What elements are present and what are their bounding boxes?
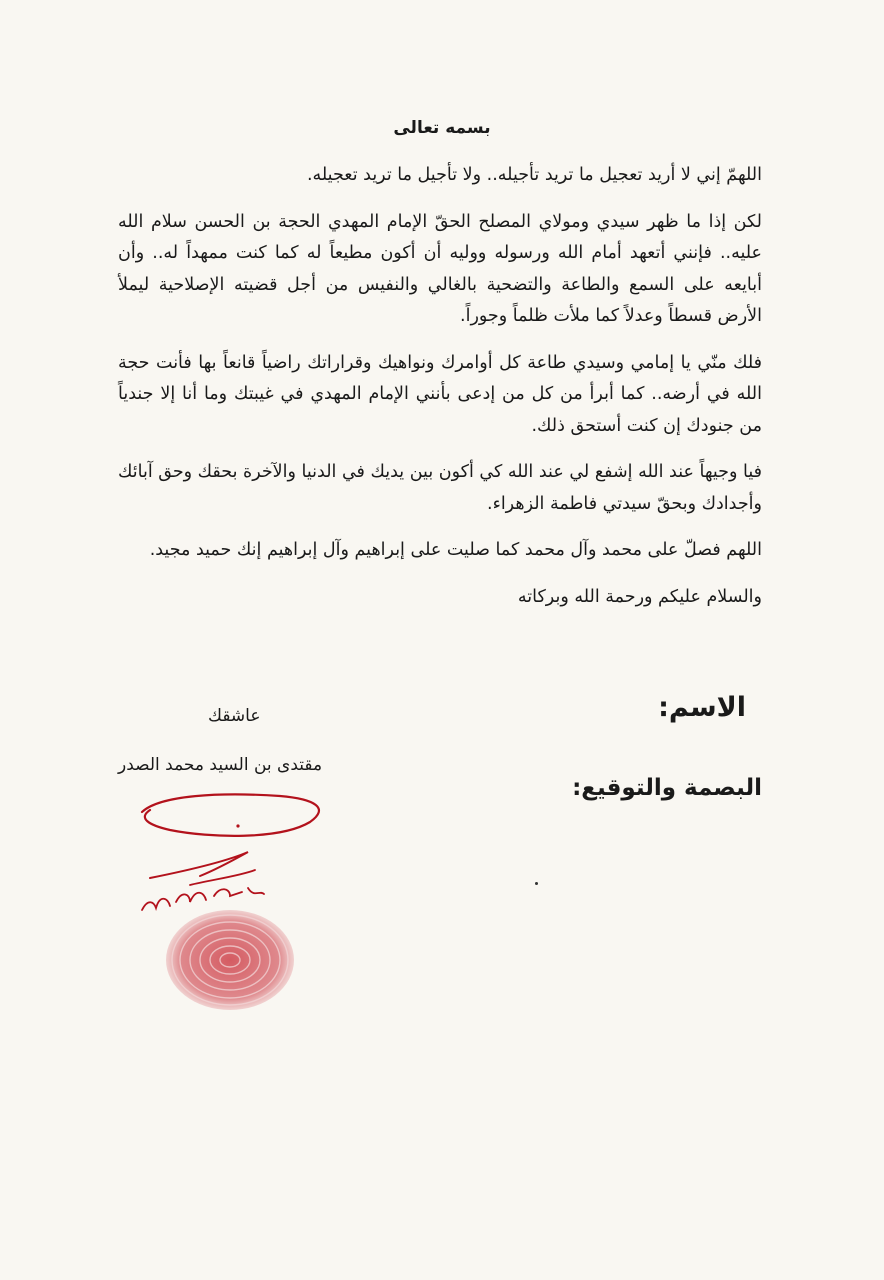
paragraph-3: فلك منّي يا إمامي وسيدي طاعة كل أوامرك ونواهيك وقراراتك راضياً قانعاً بها فأنت حجة الله في أرضه.. كما أبرأ من كل من إدعى بأنني الإمام المهدي في غيبتك وما أنا إلا جندياً من جنودك إن كنت أستحق ذلك. — [118, 352, 762, 436]
letter-heading: بسمه تعالى — [393, 118, 491, 138]
ink-dot — [535, 882, 538, 885]
letter-body — [118, 160, 762, 628]
paragraph-1: اللهمّ إني لا أريد تعجيل ما تريد تأجيله.. ولا تأجيل ما تريد تعجيله. — [306, 165, 762, 185]
paragraph-5: اللهم فصلّ على محمد وآل محمد كما صليت على إبراهيم وآل إبراهيم إنك حميد مجيد. — [149, 540, 762, 560]
signature-label: البصمة والتوقيع: — [572, 775, 762, 801]
thumbprint-mark — [160, 905, 300, 1015]
signer-name: مقتدى بن السيد محمد الصدر — [118, 755, 323, 775]
paragraph-4: فيا وجيهاً عند الله إشفع لي عند الله كي أكون بين يديك في الدنيا والآخرة بحقك وحق آبائك وأجدادك وبحقّ سيدتي فاطمة الزهراء. — [118, 462, 762, 514]
closing-word: عاشقك — [208, 706, 261, 726]
paragraph-6: والسلام عليكم ورحمة الله وبركاته — [517, 586, 762, 607]
paragraph-2: لكن إذا ما ظهر سيدي ومولاي المصلح الحقّ الإمام المهدي الحجة بن الحسن سلام الله عليه.. فإنني أتعهد أمام الله ورسوله ووليه أن أكون مطيعاً له كما كنت ممهداً له.. وأن أبايعه على السمع والطاعة والتضحية بالغالي والنفيس من أجل قضيته الإصلاحية ليملأ الأرض قسطاً وعدلاً كما ملأت ظلماً وجوراً. — [118, 211, 762, 326]
name-label: الاسم: — [658, 692, 746, 723]
